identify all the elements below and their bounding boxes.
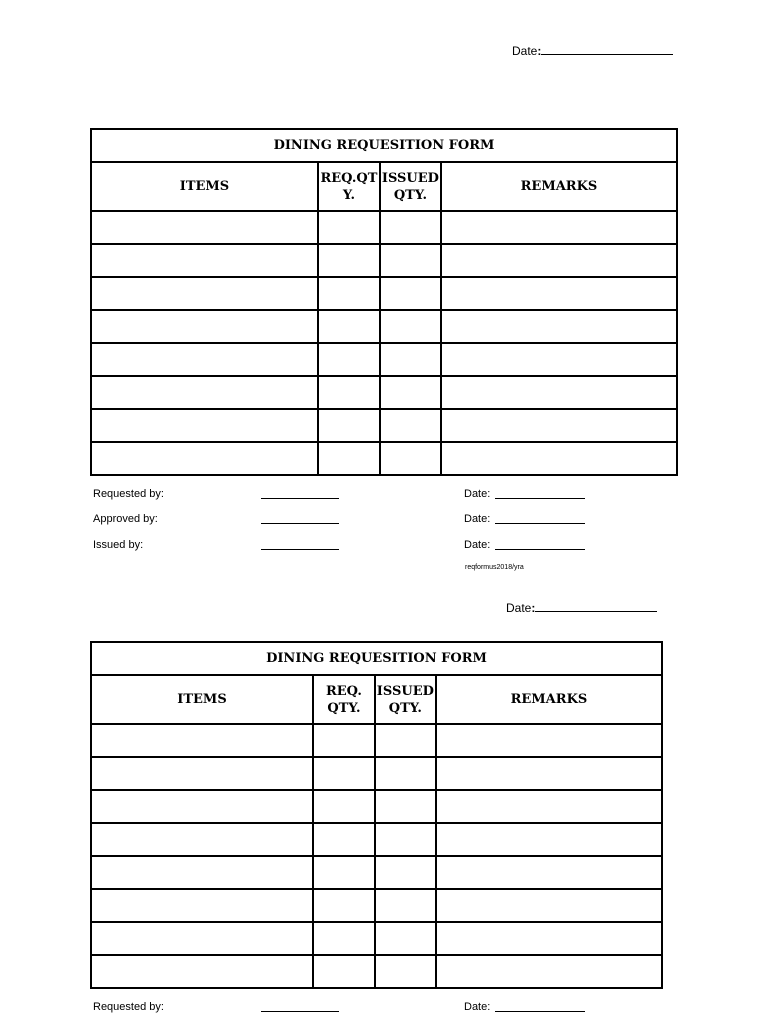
remarks-cell[interactable]	[436, 757, 662, 790]
header-req-qty-line1: REQ.QT	[320, 170, 378, 186]
req-qty-cell[interactable]	[313, 790, 375, 823]
header-req-qty-line1: REQ.	[325, 683, 362, 699]
item-cell[interactable]	[91, 211, 318, 244]
item-cell[interactable]	[91, 244, 318, 277]
date-blank[interactable]	[535, 602, 657, 612]
issued-by-blank[interactable]	[261, 549, 339, 550]
header-req-qty	[318, 162, 380, 211]
item-cell[interactable]	[91, 310, 318, 343]
remarks-cell[interactable]	[441, 343, 677, 376]
req-qty-cell[interactable]	[313, 889, 375, 922]
issued-qty-cell[interactable]	[375, 856, 436, 889]
remarks-cell[interactable]	[436, 922, 662, 955]
req-qty-cell[interactable]	[318, 310, 380, 343]
table-row	[91, 823, 662, 856]
header-issued-line2: QTY.	[393, 187, 427, 203]
req-qty-cell[interactable]	[318, 343, 380, 376]
requested-by-row	[93, 488, 613, 504]
remarks-cell[interactable]	[436, 790, 662, 823]
item-cell[interactable]	[91, 442, 318, 475]
table-row	[91, 376, 677, 409]
issued-qty-cell[interactable]	[380, 244, 441, 277]
approved-by-row	[93, 513, 613, 529]
item-cell[interactable]	[91, 823, 313, 856]
item-cell[interactable]	[91, 856, 313, 889]
item-cell[interactable]	[91, 757, 313, 790]
issued-qty-cell[interactable]	[375, 922, 436, 955]
item-cell[interactable]	[91, 724, 313, 757]
req-qty-cell[interactable]	[318, 244, 380, 277]
issued-qty-cell[interactable]	[375, 757, 436, 790]
requested-date-label: Date:	[464, 488, 491, 500]
requested-by-blank[interactable]	[261, 1011, 339, 1012]
item-cell[interactable]	[91, 955, 313, 988]
item-cell[interactable]	[91, 889, 313, 922]
approved-date-label: Date:	[464, 513, 491, 525]
req-qty-cell[interactable]	[313, 757, 375, 790]
issued-by-label: Issued by:	[93, 539, 144, 551]
header-items: ITEMS	[91, 162, 318, 211]
second-date-line	[506, 601, 657, 615]
header-remarks: REMARKS	[441, 162, 677, 211]
table-row	[91, 889, 662, 922]
table-row	[91, 757, 662, 790]
remarks-cell[interactable]	[436, 856, 662, 889]
form-title: DINING REQUESITION FORM	[91, 129, 677, 162]
item-cell[interactable]	[91, 922, 313, 955]
issued-qty-cell[interactable]	[375, 790, 436, 823]
header-req-qty-line2: QTY.	[327, 700, 361, 716]
req-qty-cell[interactable]	[318, 211, 380, 244]
remarks-cell[interactable]	[441, 409, 677, 442]
header-issued-qty	[380, 162, 441, 211]
header-issued-line2: QTY.	[388, 700, 422, 716]
requested-date-blank[interactable]	[495, 1011, 585, 1012]
issued-qty-cell[interactable]	[380, 409, 441, 442]
requisition-table	[90, 128, 678, 476]
issued-qty-cell[interactable]	[380, 442, 441, 475]
remarks-cell[interactable]	[436, 724, 662, 757]
table-row	[91, 310, 677, 343]
requested-date-label: Date:	[464, 1001, 491, 1013]
remarks-cell[interactable]	[441, 277, 677, 310]
table-row	[91, 409, 677, 442]
issued-qty-cell[interactable]	[375, 724, 436, 757]
item-cell[interactable]	[91, 343, 318, 376]
date-label: Date	[506, 601, 532, 615]
issued-by-row	[93, 539, 613, 555]
header-items: ITEMS	[91, 675, 313, 724]
table-row	[91, 244, 677, 277]
issued-qty-cell[interactable]	[375, 955, 436, 988]
table-row	[91, 277, 677, 310]
req-qty-cell[interactable]	[318, 277, 380, 310]
remarks-cell[interactable]	[436, 955, 662, 988]
date-colon: :	[537, 44, 542, 58]
table-row	[91, 856, 662, 889]
remarks-cell[interactable]	[441, 244, 677, 277]
top-date-line	[512, 44, 673, 58]
issued-qty-cell[interactable]	[380, 277, 441, 310]
requested-by-row-2	[93, 1001, 613, 1017]
issued-date-blank[interactable]	[495, 549, 585, 550]
remarks-cell[interactable]	[441, 442, 677, 475]
req-qty-cell[interactable]	[313, 724, 375, 757]
date-blank[interactable]	[541, 45, 673, 55]
table-row	[91, 211, 677, 244]
issued-qty-cell[interactable]	[380, 211, 441, 244]
header-issued-line1: ISSUED	[381, 170, 439, 186]
table-row	[91, 922, 662, 955]
table-row	[91, 343, 677, 376]
date-label: Date	[512, 44, 538, 58]
issued-qty-cell[interactable]	[375, 889, 436, 922]
req-qty-cell[interactable]	[318, 442, 380, 475]
table-row	[91, 790, 662, 823]
requested-by-label: Requested by:	[93, 488, 164, 500]
requested-date-blank[interactable]	[495, 498, 585, 499]
form-title: DINING REQUESITION FORM	[91, 642, 662, 675]
approved-by-label: Approved by:	[93, 513, 158, 525]
remarks-cell[interactable]	[436, 823, 662, 856]
req-qty-cell[interactable]	[318, 376, 380, 409]
req-qty-cell[interactable]	[313, 922, 375, 955]
remarks-cell[interactable]	[441, 211, 677, 244]
item-cell[interactable]	[91, 277, 318, 310]
remarks-cell[interactable]	[441, 310, 677, 343]
header-req-qty-line2: Y.	[342, 187, 355, 203]
req-qty-cell[interactable]	[313, 823, 375, 856]
item-cell[interactable]	[91, 376, 318, 409]
issued-date-label: Date:	[464, 539, 491, 551]
requested-by-blank[interactable]	[261, 498, 339, 499]
issued-qty-cell[interactable]	[375, 823, 436, 856]
remarks-cell[interactable]	[436, 889, 662, 922]
item-cell[interactable]	[91, 409, 318, 442]
item-cell[interactable]	[91, 790, 313, 823]
header-issued-line1: ISSUED	[376, 683, 434, 699]
table-row	[91, 442, 677, 475]
header-req-qty	[313, 675, 375, 724]
remarks-cell[interactable]	[441, 376, 677, 409]
requisition-table-2	[90, 641, 663, 989]
req-qty-cell[interactable]	[313, 856, 375, 889]
req-qty-cell[interactable]	[313, 955, 375, 988]
approved-by-blank[interactable]	[261, 523, 339, 524]
header-issued-qty	[375, 675, 436, 724]
issued-qty-cell[interactable]	[380, 310, 441, 343]
date-colon: :	[531, 601, 536, 615]
issued-qty-cell[interactable]	[380, 376, 441, 409]
table-row	[91, 955, 662, 988]
issued-qty-cell[interactable]	[380, 343, 441, 376]
approved-date-blank[interactable]	[495, 523, 585, 524]
req-qty-cell[interactable]	[318, 409, 380, 442]
requested-by-label: Requested by:	[93, 1001, 164, 1013]
header-remarks: REMARKS	[436, 675, 662, 724]
table-row	[91, 724, 662, 757]
form-code: reqformus2018/yra	[465, 564, 524, 571]
